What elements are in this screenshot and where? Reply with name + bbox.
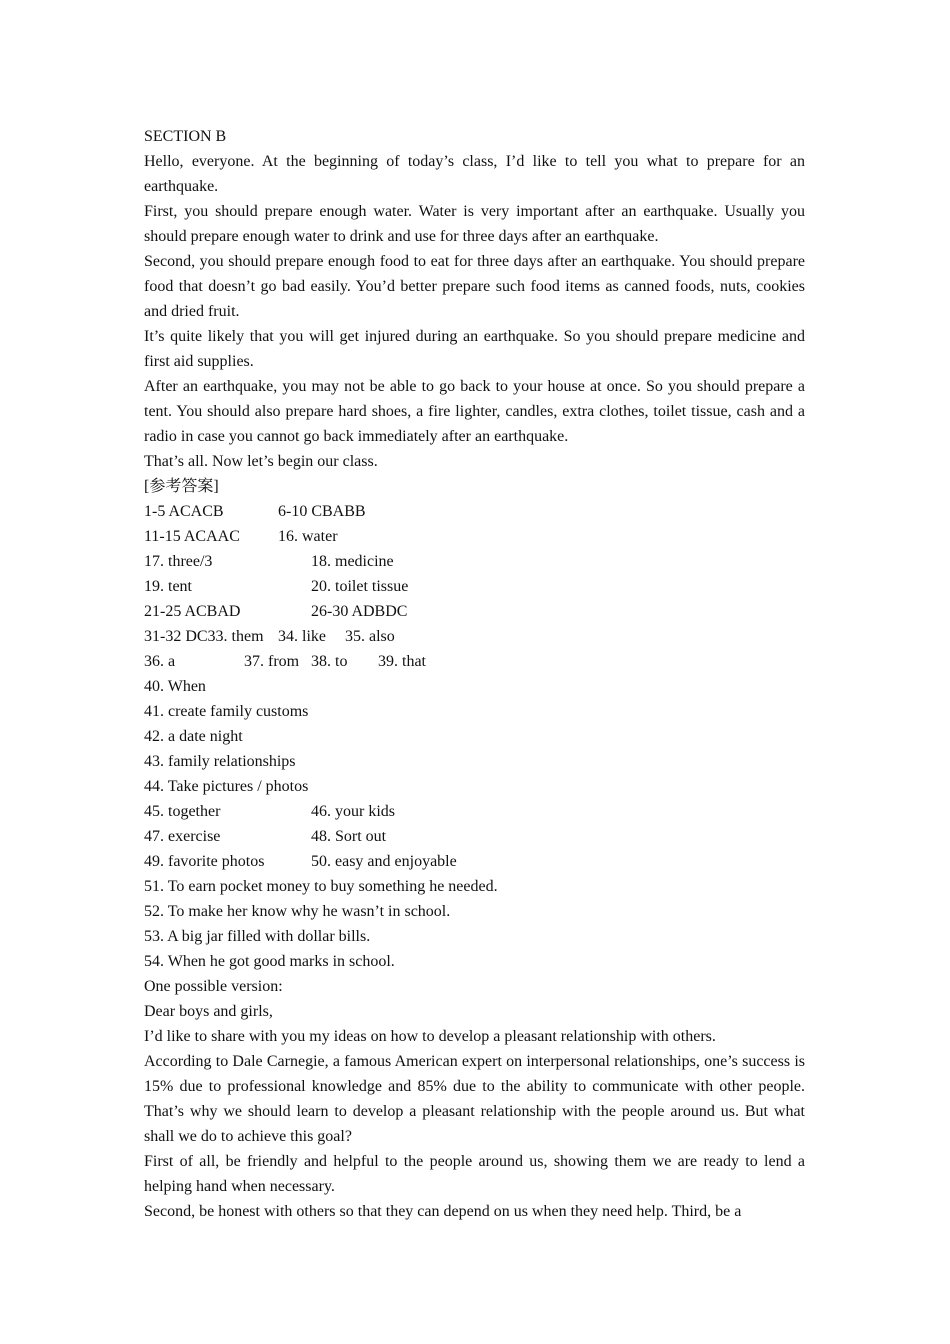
answer-item: 18. medicine [311, 553, 394, 570]
transcript-paragraph: Second, you should prepare enough food to eat for three days after an earthquake. You should prepare food that doesn’t go bad easily. You’d better prepare such food items as canned foods, nuts, cookies and dried fruit. [144, 253, 805, 320]
answer-item: 36. a [144, 653, 176, 670]
answer-item: 17. three/3 [144, 553, 213, 570]
answer-row [144, 749, 805, 774]
answer-item: 46. your kids [311, 803, 395, 820]
answer-item: 50. easy and enjoyable [311, 853, 457, 870]
section-title: SECTION B [144, 128, 227, 145]
answer-item: 48. Sort out [311, 828, 387, 845]
answer-row [144, 599, 805, 624]
answer-item: 20. toilet tissue [311, 578, 409, 595]
answer-item: 52. To make her know why he wasn’t in school. [144, 903, 451, 920]
answer-item: 1-5 ACACB [144, 503, 224, 520]
answer-key [144, 499, 805, 974]
answer-row [144, 924, 805, 949]
essay-paragraph: One possible version: [144, 978, 283, 995]
essay-paragraph: I’d like to share with you my ideas on how to develop a pleasant relationship with others. [144, 1028, 716, 1045]
answer-row [144, 699, 805, 724]
answer-item: 40. When [144, 678, 206, 695]
answers-heading: [参考答案] [144, 478, 219, 495]
answer-item: 26-30 ADBDC [311, 603, 408, 620]
answer-row [144, 549, 805, 574]
answer-row [144, 499, 805, 524]
answer-item: 51. To earn pocket money to buy something he needed. [144, 878, 498, 895]
answer-row [144, 524, 805, 549]
answer-row [144, 724, 805, 749]
essay-paragraph: According to Dale Carnegie, a famous American expert on interpersonal relationships, one’s success is 15% due to professional knowledge and 85% due to the ability to communicate with other people. That’s why we should learn to develop a pleasant relationship with the people around us. But what shall we do to achieve this goal? [144, 1053, 805, 1145]
answer-row [144, 799, 805, 824]
answer-item: 53. A big jar filled with dollar bills. [144, 928, 371, 945]
sample-essay [144, 974, 805, 1224]
answer-item: 11-15 ACAAC [144, 528, 240, 545]
answer-item: 47. exercise [144, 828, 221, 845]
essay-paragraph: First of all, be friendly and helpful to the people around us, showing them we are ready to lend a helping hand when necessary. [144, 1153, 805, 1195]
answer-row [144, 674, 805, 699]
answer-item: 21-25 ACBAD [144, 603, 241, 620]
listening-transcript [144, 149, 805, 474]
answer-item: 44. Take pictures / photos [144, 778, 309, 795]
answer-item: 49. favorite photos [144, 853, 265, 870]
answer-row [144, 874, 805, 899]
answer-item: 35. also [345, 628, 395, 645]
answer-item: 54. When he got good marks in school. [144, 953, 395, 970]
answer-row [144, 624, 805, 649]
answer-item: 6-10 CBABB [278, 503, 366, 520]
transcript-paragraph: That’s all. Now let’s begin our class. [144, 453, 378, 470]
answer-item: 19. tent [144, 578, 192, 595]
transcript-paragraph: After an earthquake, you may not be able to go back to your house at once. So you should prepare a tent. You should also prepare hard shoes, a fire lighter, candles, extra clothes, toilet tissue, cash and a radio in case you cannot go back immediately after an earthquake. [144, 378, 805, 445]
answer-item: 43. family relationships [144, 753, 296, 770]
answer-item: 41. create family customs [144, 703, 309, 720]
answer-row [144, 849, 805, 874]
answer-item: 31-32 DC33. them [144, 628, 264, 645]
answer-item: 38. to [311, 653, 348, 670]
answer-row [144, 774, 805, 799]
transcript-paragraph: It’s quite likely that you will get injured during an earthquake. So you should prepare medicine and first aid supplies. [144, 328, 805, 370]
answer-item: 16. water [278, 528, 338, 545]
answer-item: 42. a date night [144, 728, 243, 745]
answer-item: 39. that [378, 653, 426, 670]
transcript-paragraph: First, you should prepare enough water. Water is very important after an earthquake. Usually you should prepare enough water to drink and use for three days after an earthquake. [144, 203, 805, 245]
answer-row [144, 574, 805, 599]
transcript-paragraph: Hello, everyone. At the beginning of today’s class, I’d like to tell you what to prepare for an earthquake. [144, 153, 805, 195]
answer-row [144, 899, 805, 924]
answer-row [144, 649, 805, 674]
answer-item: 45. together [144, 803, 221, 820]
answer-row [144, 824, 805, 849]
answer-row [144, 949, 805, 974]
document-page [144, 124, 805, 1224]
essay-paragraph: Second, be honest with others so that they can depend on us when they need help. Third, be a [144, 1203, 742, 1220]
essay-paragraph: Dear boys and girls, [144, 1003, 273, 1020]
answer-item: 37. from [244, 653, 300, 670]
answer-item: 34. like [278, 628, 326, 645]
